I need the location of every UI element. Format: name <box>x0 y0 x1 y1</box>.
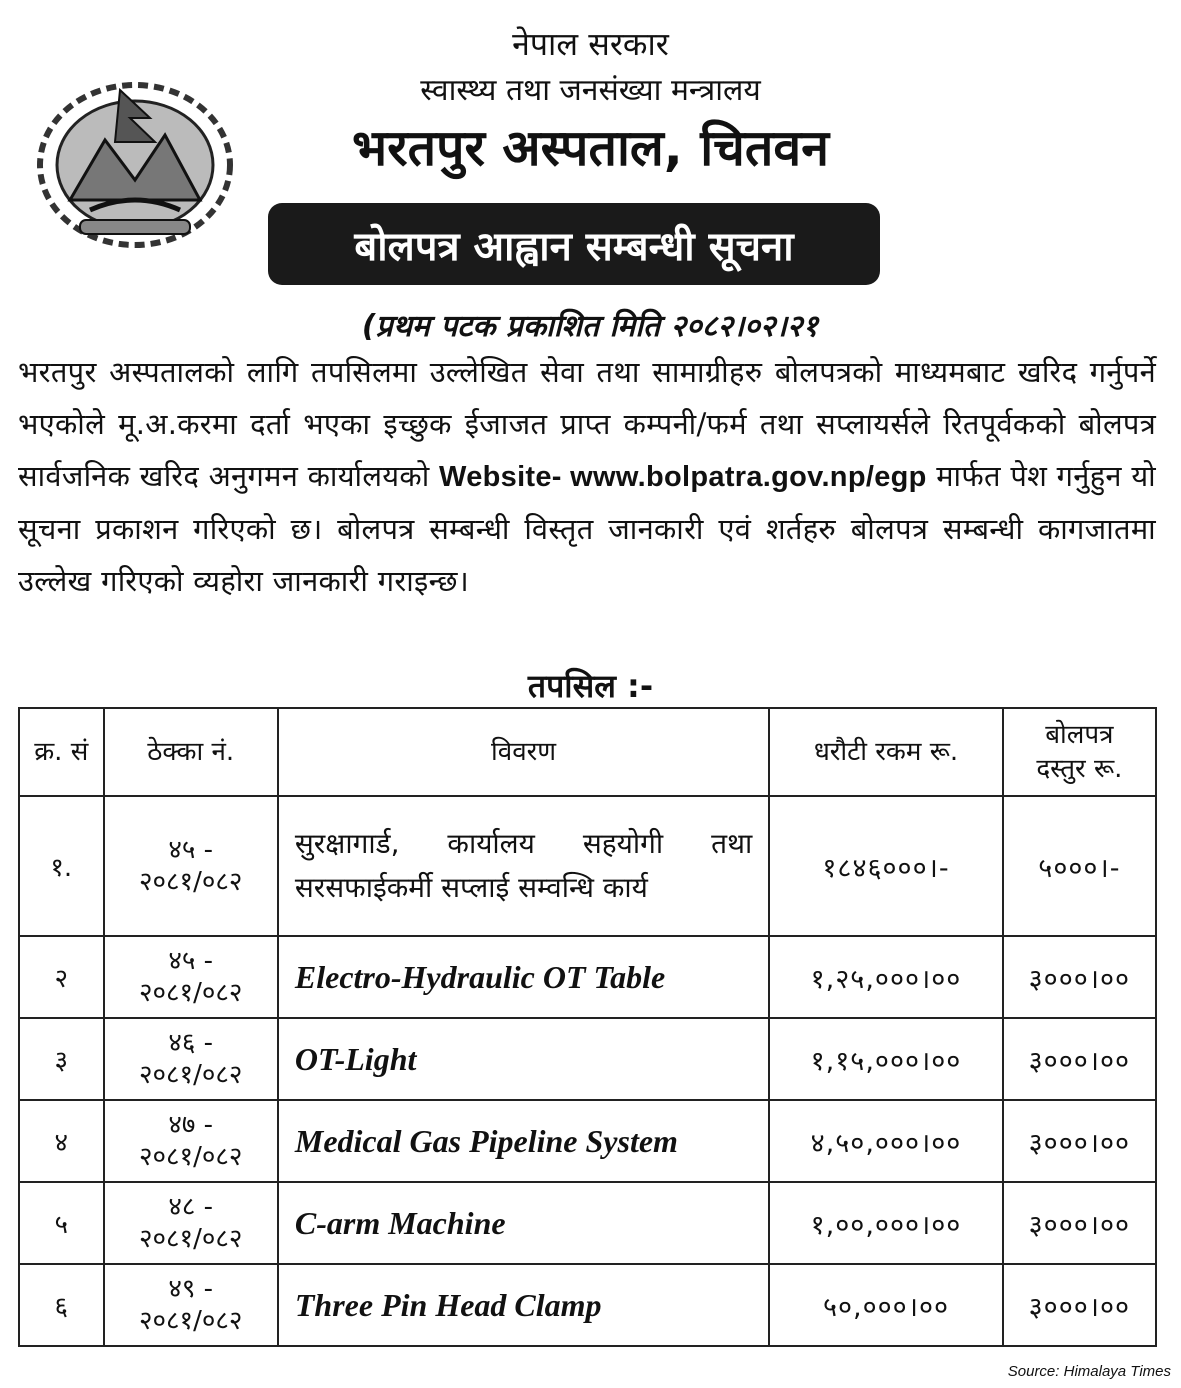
contract-no-line2: २०८१/०८२ <box>139 1060 243 1090</box>
header-sn: क्र. सं <box>19 708 104 796</box>
table-row <box>19 1182 1156 1264</box>
cell-deposit: १८४६०००।- <box>769 796 1003 936</box>
cell-fee: ३०००।०० <box>1003 936 1156 1018</box>
contract-no-line2: २०८१/०८२ <box>139 978 243 1008</box>
cell-fee: ३०००।०० <box>1003 1182 1156 1264</box>
contract-no-line1: ४५ - <box>168 835 214 865</box>
website-link[interactable]: Website- www.bolpatra.gov.np/egp <box>439 461 927 493</box>
cell-fee: ५०००।- <box>1003 796 1156 936</box>
contract-no-line2: २०८१/०८२ <box>139 1224 243 1254</box>
cell-contract-no <box>104 1100 278 1182</box>
cell-contract-no <box>104 796 278 936</box>
table-row <box>19 1264 1156 1346</box>
source-credit: Source: Himalaya Times <box>1007 1363 1171 1380</box>
header-description: विवरण <box>278 708 769 796</box>
header-contract-no: ठेक्का नं. <box>104 708 278 796</box>
notice-body <box>18 346 1156 607</box>
header-fee-line1: बोलपत्र <box>1045 720 1114 750</box>
cell-description: सुरक्षागार्ड, कार्यालय सहयोगी तथा सरसफाईकर्मी सप्लाई सम्वन्धि कार्य <box>278 796 769 936</box>
notice-body-part2: मार्फत पेश गर्नुहुन यो सूचना प्रकाशन गरिएको छ। बोलपत्र सम्बन्धी विस्तृत जानकारी एवं शर्तहरु बोलपत्र सम्बन्धी कागजातमा उल्लेख गरिएको व्यहोरा जानकारी गराइन्छ। <box>18 459 1156 598</box>
contract-no-line1: ४९ - <box>168 1274 214 1304</box>
cell-contract-no <box>104 1264 278 1346</box>
cell-contract-no <box>104 1018 278 1100</box>
notice-title-banner <box>268 203 880 285</box>
table-header-row <box>19 708 1156 796</box>
cell-description: OT-Light <box>278 1018 769 1100</box>
cell-deposit: ५०,०००।०० <box>769 1264 1003 1346</box>
cell-description: C-arm Machine <box>278 1182 769 1264</box>
contract-no-line1: ४६ - <box>168 1028 214 1058</box>
cell-sn: ६ <box>19 1264 104 1346</box>
cell-contract-no <box>104 936 278 1018</box>
contract-no-line1: ४७ - <box>168 1110 214 1140</box>
contract-no-line2: २०८१/०८२ <box>139 867 243 897</box>
government-name: नेपाल सरकार <box>512 25 669 63</box>
table-row <box>19 936 1156 1018</box>
cell-description: Medical Gas Pipeline System <box>278 1100 769 1182</box>
contract-no-line1: ४८ - <box>168 1192 214 1222</box>
header-fee <box>1003 708 1156 796</box>
cell-sn: ३ <box>19 1018 104 1100</box>
cell-description: Three Pin Head Clamp <box>278 1264 769 1346</box>
contract-no-line1: ४५ - <box>168 946 214 976</box>
ministry-name: स्वास्थ्य तथा जनसंख्या मन्त्रालय <box>420 73 761 108</box>
notice-body-part1: भरतपुर अस्पतालको लागि तपसिलमा उल्लेखित सेवा तथा सामाग्रीहरु बोलपत्रको माध्यमबाट खरिद गर्नुपर्ने भएकोले मू.अ.करमा दर्ता भएका इच्छुक ईजाजत प्राप्त कम्पनी/फर्म तथा सप्लायर्सले रितपूर्वकको बोलपत्र सार्वजनिक खरिद अनुगमन कार्यालयको <box>18 355 1156 493</box>
header-fee-line2: दस्तुर रू. <box>1036 754 1123 784</box>
cell-fee: ३०००।०० <box>1003 1264 1156 1346</box>
contract-no-line2: २०८१/०८२ <box>139 1142 243 1172</box>
cell-fee: ३०००।०० <box>1003 1100 1156 1182</box>
hospital-name: भरतपुर अस्पताल, चितवन <box>352 119 829 177</box>
cell-deposit: १,१५,०००।०० <box>769 1018 1003 1100</box>
tender-table <box>18 707 1157 1347</box>
cell-fee: ३०००।०० <box>1003 1018 1156 1100</box>
cell-sn: १. <box>19 796 104 936</box>
table-row <box>19 796 1156 936</box>
table-row <box>19 1100 1156 1182</box>
table-row <box>19 1018 1156 1100</box>
cell-description: Electro-Hydraulic OT Table <box>278 936 769 1018</box>
schedule-title: तपसिल :- <box>527 667 654 705</box>
notice-title: बोलपत्र आह्वान सम्बन्धी सूचना <box>354 223 794 270</box>
cell-deposit: ४,५०,०००।०० <box>769 1100 1003 1182</box>
contract-no-line2: २०८१/०८२ <box>139 1306 243 1336</box>
cell-contract-no <box>104 1182 278 1264</box>
cell-sn: ५ <box>19 1182 104 1264</box>
publish-date: (प्रथम पटक प्रकाशित मिति २०८२।०२।२१ <box>361 309 819 344</box>
header-deposit: धरौटी रकम रू. <box>769 708 1003 796</box>
cell-sn: ४ <box>19 1100 104 1182</box>
cell-sn: २ <box>19 936 104 1018</box>
cell-deposit: १,००,०००।०० <box>769 1182 1003 1264</box>
cell-deposit: १,२५,०००।०० <box>769 936 1003 1018</box>
